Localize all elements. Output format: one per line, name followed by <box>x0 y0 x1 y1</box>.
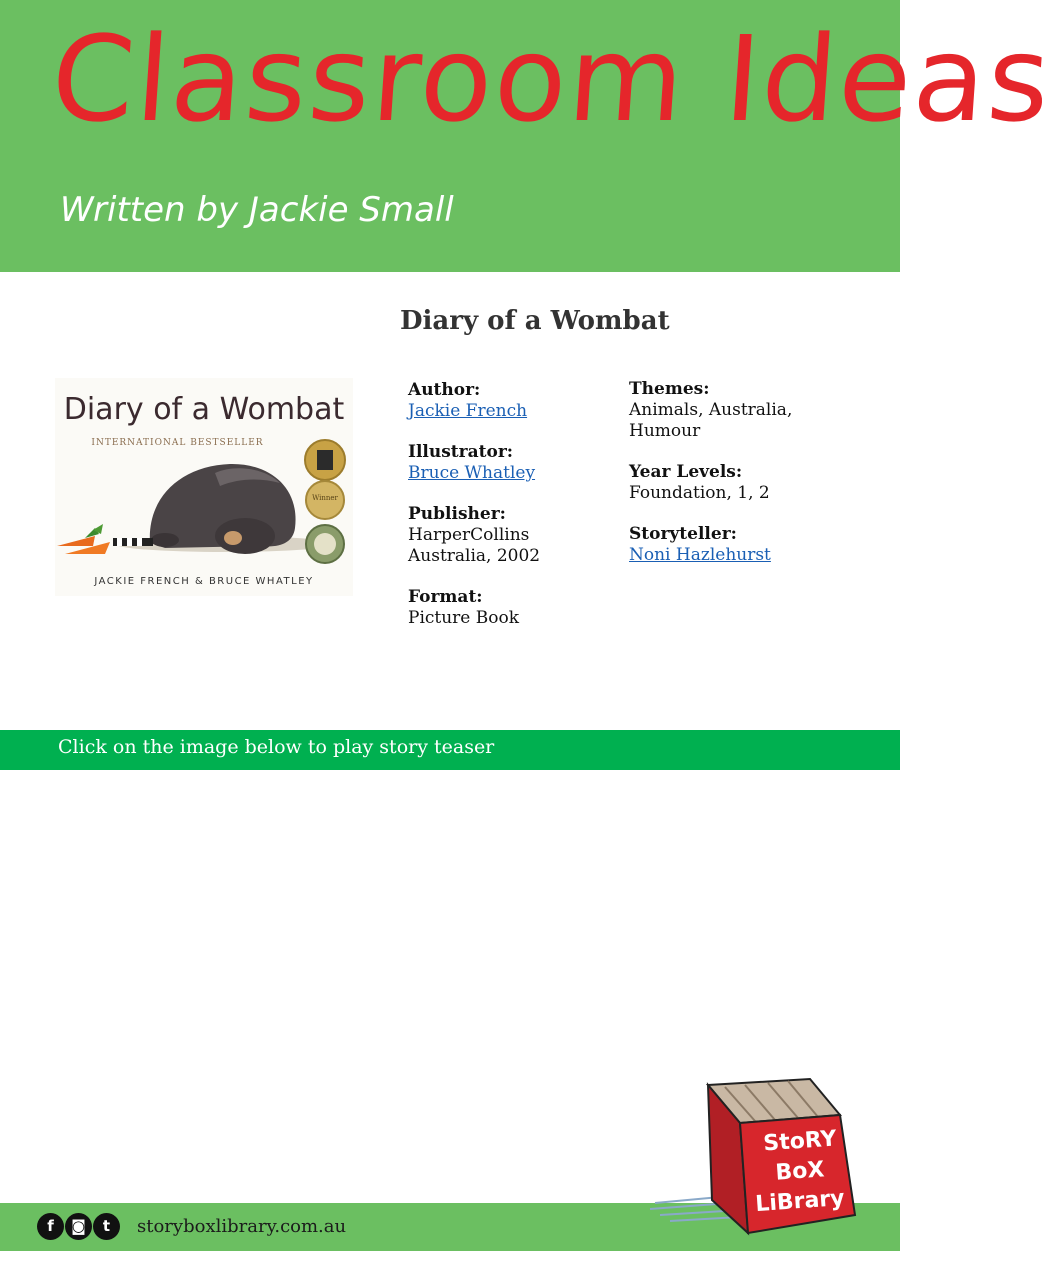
logo-text-line3: LiBrary <box>754 1185 846 1218</box>
publisher-label: Publisher: <box>408 504 506 524</box>
year-levels-value: Foundation, 1, 2 <box>629 483 770 503</box>
format-label: Format: <box>408 587 483 607</box>
logo-text-line1: StoRY <box>762 1126 838 1157</box>
header-banner <box>0 0 1056 272</box>
year-levels-label: Year Levels: <box>629 462 743 482</box>
header-subtitle: Written by Jackie Small <box>60 190 454 230</box>
book-details-right <box>629 379 869 586</box>
cover-authors: JACKIE FRENCH & BRUCE WHATLEY <box>94 576 314 587</box>
illustrator-block <box>408 442 618 484</box>
story-box-library-logo <box>650 1075 870 1235</box>
format-value: Picture Book <box>408 608 520 628</box>
author-block <box>408 380 618 422</box>
twitter-icon[interactable]: t <box>93 1213 120 1240</box>
illustrator-link[interactable]: Bruce Whatley <box>408 463 536 483</box>
format-block <box>408 587 618 629</box>
themes-block <box>629 379 869 442</box>
themes-value-line2: Humour <box>629 421 701 441</box>
cover-award-badge: Winner <box>312 494 338 502</box>
year-levels-block <box>629 462 869 504</box>
storyteller-block <box>629 524 869 566</box>
illustrator-label: Illustrator: <box>408 442 514 462</box>
themes-value-line1: Animals, Australia, <box>629 400 793 420</box>
logo-text-line2: BoX <box>774 1157 826 1186</box>
cover-title: Diary of a Wombat <box>63 392 345 427</box>
book-title: Diary of a Wombat <box>400 306 670 336</box>
author-link[interactable]: Jackie French <box>408 401 528 421</box>
themes-label: Themes: <box>629 379 710 399</box>
facebook-icon[interactable]: f <box>37 1213 64 1240</box>
storyteller-label: Storyteller: <box>629 524 737 544</box>
cover-tagline: INTERNATIONAL BESTSELLER <box>91 438 264 448</box>
publisher-value-line2: Australia, 2002 <box>408 546 541 566</box>
book-cover-image <box>55 378 353 596</box>
header-title: Classroom Ideas <box>47 10 1056 148</box>
book-details-left <box>408 380 618 649</box>
publisher-value-line1: HarperCollins <box>408 525 530 545</box>
teaser-bar <box>0 730 900 770</box>
footer-url[interactable]: storyboxlibrary.com.au <box>137 1216 347 1237</box>
publisher-block <box>408 504 618 567</box>
storyteller-link[interactable]: Noni Hazlehurst <box>629 545 771 565</box>
teaser-instruction: Click on the image below to play story teaser <box>58 736 495 758</box>
instagram-icon[interactable]: ◙ <box>65 1213 92 1240</box>
author-label: Author: <box>408 380 481 400</box>
